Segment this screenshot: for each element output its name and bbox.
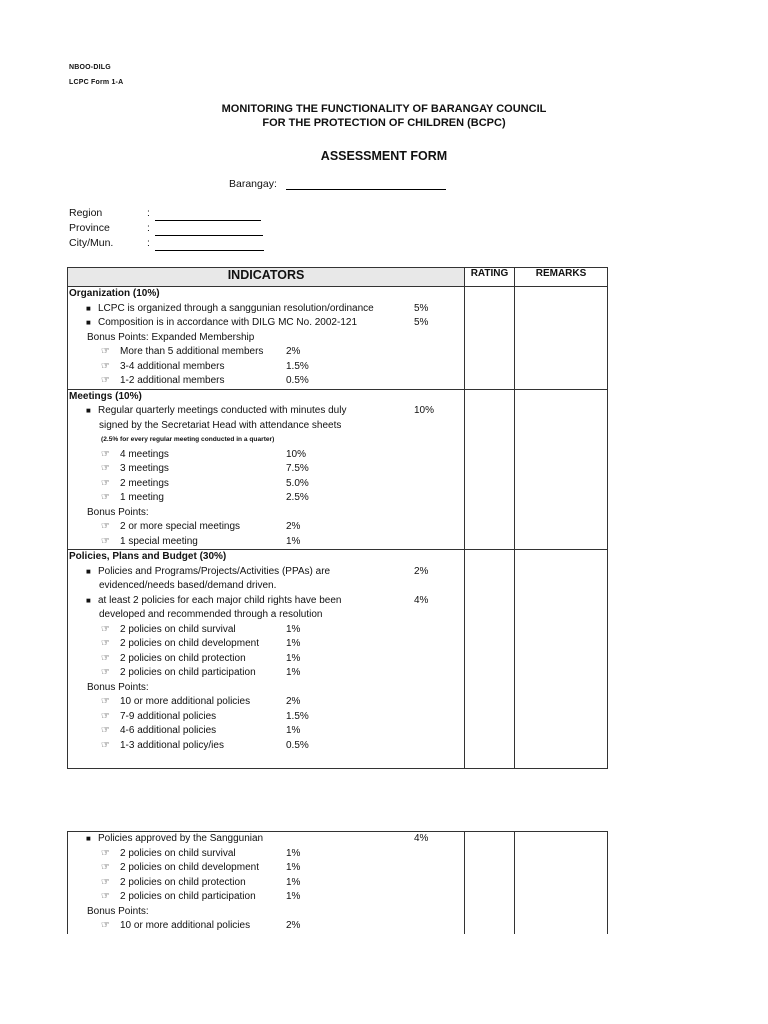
pointing-hand-icon: ☞: [101, 521, 110, 532]
list-item: ☞ 1-2 additional members 0.5%: [68, 374, 464, 389]
bullet-icon: ■: [86, 834, 91, 843]
pointing-hand-icon: ☞: [101, 652, 110, 664]
note: (2.5% for every regular meeting conducted in a quarter): [101, 436, 275, 443]
pointing-hand-icon: ☞: [101, 710, 110, 722]
bullet-icon: ■: [86, 303, 91, 313]
rating-cell[interactable]: [465, 389, 515, 550]
list-item: ☞ 7-9 additional policies 1.5%: [68, 710, 464, 725]
bullet-icon: ■: [86, 595, 91, 605]
barangay-field[interactable]: [286, 189, 446, 190]
remarks-cell[interactable]: [515, 832, 608, 935]
region-label: Region: [69, 207, 103, 219]
list-item: ☞ 1-3 additional policy/ies 0.5%: [68, 739, 464, 754]
section-policies-continued: [68, 832, 465, 935]
pointing-hand-icon: ☞: [101, 535, 110, 547]
city-field[interactable]: [155, 250, 264, 251]
province-colon: :: [147, 222, 150, 234]
pointing-hand-icon: ☞: [101, 375, 110, 386]
pointing-hand-icon: ☞: [101, 667, 110, 678]
pointing-hand-icon: ☞: [101, 463, 110, 474]
list-item: ☞ 2 policies on child protection 1%: [68, 652, 464, 667]
list-item: ☞ 2 policies on child development 1%: [68, 861, 464, 876]
list-item: ☞ 2 meetings 5.0%: [68, 477, 464, 492]
bullet-icon: ■: [86, 566, 91, 576]
list-item: ■ Regular quarterly meetings conducted with minutes duly 10%: [68, 404, 464, 419]
rating-cell[interactable]: [465, 287, 515, 390]
pointing-hand-icon: ☞: [101, 346, 110, 357]
list-item: ☞ 4 meetings 10%: [68, 448, 464, 463]
pointing-hand-icon: ☞: [101, 696, 110, 707]
section-title: Policies, Plans and Budget (30%): [69, 551, 227, 562]
bonus-label: Bonus Points:: [87, 681, 149, 693]
barangay-label: Barangay:: [229, 178, 277, 190]
pointing-hand-icon: ☞: [101, 477, 110, 489]
list-item: ☞ More than 5 additional members 2%: [68, 345, 464, 360]
remarks-cell[interactable]: [515, 287, 608, 390]
list-item: ■ Policies and Programs/Projects/Activities (PPAs) are 2%: [68, 565, 464, 580]
region-colon: :: [147, 207, 150, 219]
title-line-2: FOR THE PROTECTION OF CHILDREN (BCPC): [262, 117, 506, 129]
province-field[interactable]: [155, 235, 263, 236]
city-colon: :: [147, 237, 150, 249]
list-item: ■ Policies approved by the Sanggunian 4%: [68, 832, 464, 847]
list-item: ☞ 3-4 additional members 1.5%: [68, 360, 464, 375]
province-label: Province: [69, 222, 110, 234]
pointing-hand-icon: ☞: [101, 725, 110, 736]
indicators-header: INDICATORS: [68, 268, 465, 287]
rating-cell[interactable]: [465, 550, 515, 769]
section-policies: [68, 550, 465, 769]
pointing-hand-icon: ☞: [101, 739, 110, 751]
pointing-hand-icon: ☞: [101, 847, 110, 859]
list-item: ☞ 4-6 additional policies 1%: [68, 724, 464, 739]
remarks-cell[interactable]: [515, 389, 608, 550]
list-item: ■ at least 2 policies for each major child rights have been 4%: [68, 594, 464, 609]
list-item: ☞ 10 or more additional policies 2%: [68, 919, 464, 934]
list-item: ■ Composition is in accordance with DILG MC No. 2002-121 5%: [68, 316, 464, 331]
form-title: ASSESSMENT FORM: [320, 149, 448, 163]
city-label: City/Mun.: [69, 237, 114, 249]
rating-cell[interactable]: [465, 832, 515, 935]
list-item-continuation: developed and recommended through a resolution: [99, 609, 323, 620]
rating-header: RATING: [465, 268, 515, 287]
list-item-continuation: signed by the Secretariat Head with attendance sheets: [99, 419, 342, 431]
assessment-table-continued: [67, 831, 608, 934]
list-item: ☞ 2 policies on child protection 1%: [68, 876, 464, 891]
list-item: ☞ 1 special meeting 1%: [68, 535, 464, 550]
bullet-icon: ■: [86, 406, 91, 415]
pointing-hand-icon: ☞: [101, 862, 110, 873]
bonus-label: Bonus Points: Expanded Membership: [87, 331, 255, 343]
remarks-cell[interactable]: [515, 550, 608, 769]
pointing-hand-icon: ☞: [101, 891, 110, 902]
list-item: ☞ 10 or more additional policies 2%: [68, 695, 464, 710]
form-code: LCPC Form 1-A: [69, 79, 124, 86]
pointing-hand-icon: ☞: [101, 623, 110, 635]
list-item: ☞ 1 meeting 2.5%: [68, 491, 464, 506]
list-item: ☞ 2 policies on child participation 1%: [68, 890, 464, 905]
section-title: Organization (10%): [69, 288, 160, 299]
remarks-header: REMARKS: [515, 268, 608, 287]
agency-code: NBOO-DILG: [69, 64, 111, 71]
bonus-label: Bonus Points:: [87, 506, 149, 518]
assessment-table: [67, 267, 608, 769]
section-meetings: [68, 389, 465, 550]
bonus-label: Bonus Points:: [87, 905, 149, 917]
list-item: ■ LCPC is organized through a sanggunian resolution/ordinance 5%: [68, 302, 464, 317]
pointing-hand-icon: ☞: [101, 360, 110, 372]
list-item: ☞ 3 meetings 7.5%: [68, 462, 464, 477]
list-item: ☞ 2 policies on child survival 1%: [68, 847, 464, 862]
region-field[interactable]: [155, 220, 261, 221]
list-item-continuation: evidenced/needs based/demand driven.: [99, 580, 277, 591]
bullet-icon: ■: [86, 318, 91, 327]
pointing-hand-icon: ☞: [101, 638, 110, 649]
section-title: Meetings (10%): [69, 390, 142, 402]
pointing-hand-icon: ☞: [101, 876, 110, 888]
list-item: ☞ 2 policies on child participation 1%: [68, 666, 464, 681]
title-line-1: MONITORING THE FUNCTIONALITY OF BARANGAY COUNCIL: [221, 103, 547, 115]
pointing-hand-icon: ☞: [101, 492, 110, 503]
pointing-hand-icon: ☞: [101, 448, 110, 460]
section-organization: [68, 287, 465, 390]
list-item: ☞ 2 policies on child development 1%: [68, 637, 464, 652]
list-item: ☞ 2 policies on child survival 1%: [68, 623, 464, 638]
pointing-hand-icon: ☞: [101, 920, 110, 931]
list-item: ☞ 2 or more special meetings 2%: [68, 520, 464, 535]
